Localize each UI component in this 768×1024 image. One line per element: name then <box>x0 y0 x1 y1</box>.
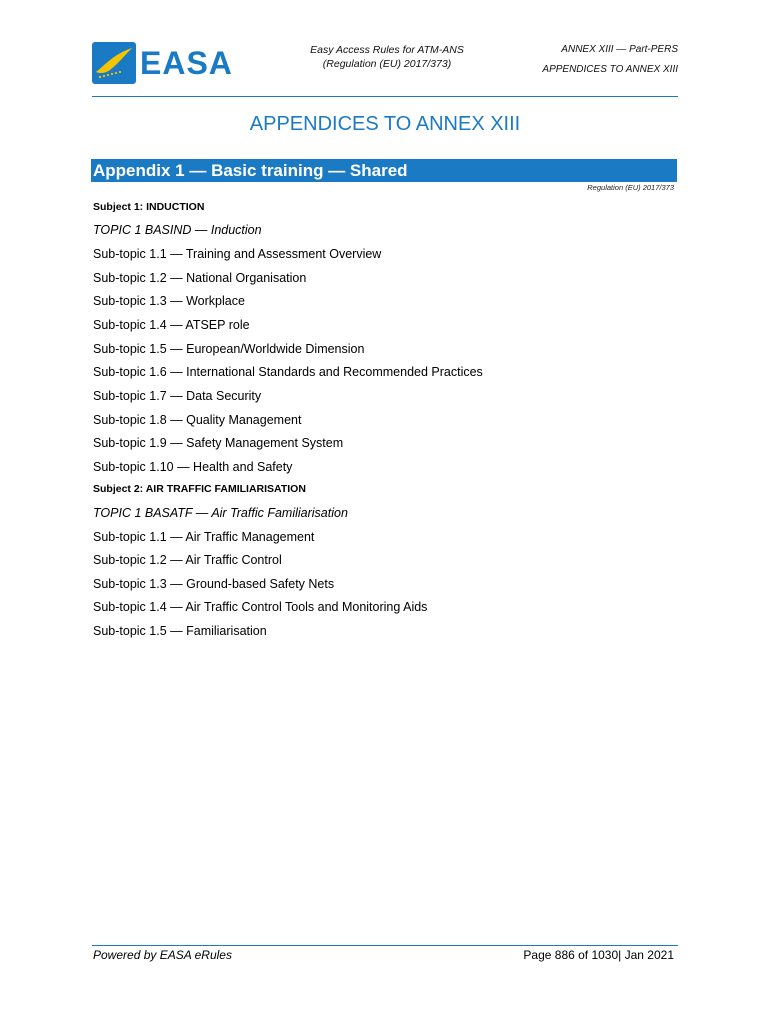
subject1-topic: TOPIC 1 BASIND — Induction <box>93 223 262 237</box>
easa-logo <box>92 42 232 84</box>
subject2-topic: TOPIC 1 BASATF — Air Traffic Familiarisation <box>93 506 348 520</box>
header-right-line2: APPENDICES TO ANNEX XIII <box>542 64 678 75</box>
footer-powered-by: Powered by EASA eRules <box>93 948 232 962</box>
list-item: Sub-topic 1.8 — Quality Management <box>93 413 302 427</box>
subject1-heading: Subject 1: INDUCTION <box>93 201 205 213</box>
list-item: Sub-topic 1.1 — Training and Assessment Overview <box>93 247 382 261</box>
footer-divider <box>92 945 678 946</box>
footer-page-number: Page 886 of 1030| Jan 2021 <box>523 948 674 962</box>
list-item: Sub-topic 1.5 — European/Worldwide Dimension <box>93 342 365 356</box>
subject2-heading: Subject 2: AIR TRAFFIC FAMILIARISATION <box>93 483 306 495</box>
list-item: Sub-topic 1.10 — Health and Safety <box>93 460 293 474</box>
page-title: APPENDICES TO ANNEX XIII <box>249 113 521 135</box>
logo-wordmark: EASA <box>140 45 233 81</box>
header-center-line1: Easy Access Rules for ATM-ANS <box>310 44 464 56</box>
header-document-title <box>292 43 482 71</box>
list-item: Sub-topic 1.2 — National Organisation <box>93 271 307 285</box>
easa-logo-icon <box>92 42 136 84</box>
header-center-line2: (Regulation (EU) 2017/373) <box>322 58 452 70</box>
header-right-line1: ANNEX XIII — Part-PERS <box>561 44 678 55</box>
list-item: Sub-topic 1.3 — Ground-based Safety Nets <box>93 577 335 591</box>
list-item: Sub-topic 1.6 — International Standards and Recommended Practices <box>93 365 483 379</box>
list-item: Sub-topic 1.3 — Workplace <box>93 294 245 308</box>
page-header <box>92 40 678 96</box>
list-item: Sub-topic 1.4 — ATSEP role <box>93 318 250 332</box>
list-item: Sub-topic 1.1 — Air Traffic Management <box>93 530 315 544</box>
header-divider <box>92 96 678 97</box>
header-section-info <box>542 43 678 77</box>
list-item: Sub-topic 1.7 — Data Security <box>93 389 262 403</box>
list-item: Sub-topic 1.5 — Familiarisation <box>93 624 267 638</box>
list-item: Sub-topic 1.4 — Air Traffic Control Tools and Monitoring Aids <box>93 600 428 614</box>
list-item: Sub-topic 1.2 — Air Traffic Control <box>93 553 282 567</box>
appendix-heading: Appendix 1 — Basic training — Shared <box>91 159 677 182</box>
list-item: Sub-topic 1.9 — Safety Management System <box>93 436 344 450</box>
regulation-note: Regulation (EU) 2017/373 <box>587 183 674 192</box>
